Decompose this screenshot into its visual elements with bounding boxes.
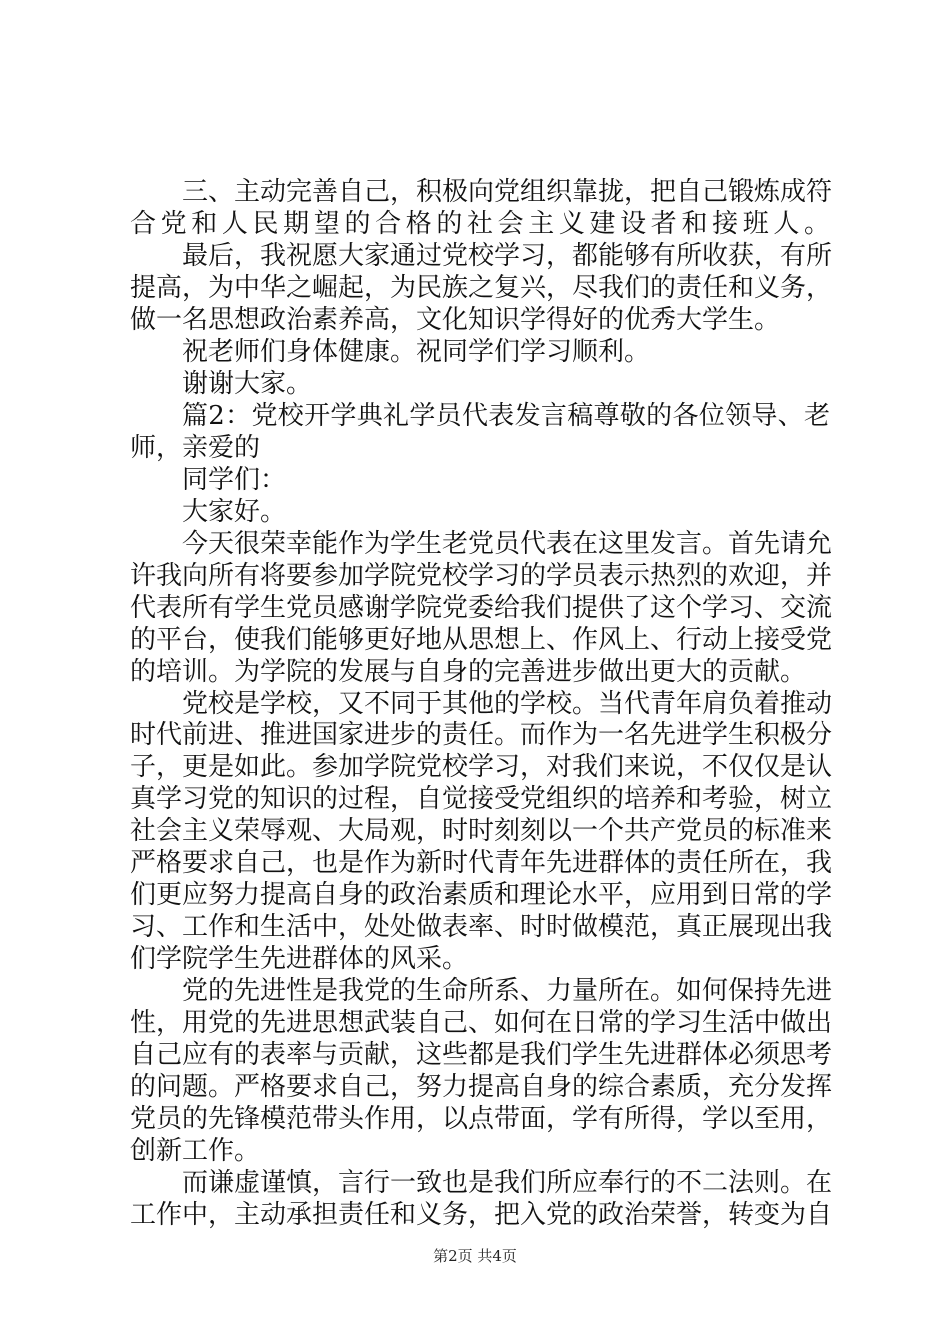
text-line: 严格要求自己，也是作为新时代青年先进群体的责任所在，我 <box>130 848 833 879</box>
text-line: 三、主动完善自己，积极向党组织靠拢，把自己锻炼成符 <box>182 177 833 207</box>
text-line: 今天很荣幸能作为学生老党员代表在这里发言。首先请允 <box>182 528 833 559</box>
text-line: 党校是学校，又不同于其他的学校。当代青年肩负着推动 <box>182 688 833 719</box>
text-line: 做一名思想政治素养高，文化知识学得好的优秀大学生。 <box>130 304 781 335</box>
text-line: 同学们： <box>182 464 287 495</box>
text-line: 性，用党的先进思想武装自己、如何在日常的学习生活中做出 <box>130 1008 833 1039</box>
text-line: 们学院学生先进群体的风采。 <box>130 944 469 975</box>
text-line: 师，亲爱的 <box>130 432 261 463</box>
text-line: 党的先进性是我党的生命所系、力量所在。如何保持先进 <box>182 976 833 1007</box>
text-line: 的培训。为学院的发展与自身的完善进步做出更大的贡献。 <box>130 656 807 687</box>
text-line: 大家好。 <box>182 496 287 527</box>
text-line: 社会主义荣辱观、大局观，时时刻刻以一个共产党员的标准来 <box>130 816 833 847</box>
text-line: 合党和人民期望的合格的社会主义建设者和接班人。 <box>130 208 830 239</box>
text-line: 提高，为中华之崛起，为民族之复兴，尽我们的责任和义务， <box>130 272 833 303</box>
text-line: 而谦虚谨慎，言行一致也是我们所应奉行的不二法则。在 <box>182 1168 833 1199</box>
text-line: 党员的先锋模范带头作用，以点带面，学有所得，学以至用， <box>130 1104 833 1135</box>
text-line: 创新工作。 <box>130 1136 261 1167</box>
text-line: 的问题。严格要求自己，努力提高自身的综合素质，充分发挥 <box>130 1072 833 1103</box>
page-number: 第2页 共4页 <box>433 1247 517 1265</box>
text-line: 时代前进、推进国家进步的责任。而作为一名先进学生积极分 <box>130 720 833 751</box>
text-line: 祝老师们身体健康。祝同学们学习顺利。 <box>182 336 651 367</box>
text-line: 的平台，使我们能够更好地从思想上、作风上、行动上接受党 <box>130 624 833 655</box>
text-line: 自己应有的表率与贡献，这些都是我们学生先进群体必须思考 <box>130 1040 833 1071</box>
text-line: 谢谢大家。 <box>182 368 313 399</box>
text-line: 子，更是如此。参加学院党校学习，对我们来说，不仅仅是认 <box>130 752 833 783</box>
text-line: 们更应努力提高自身的政治素质和理论水平，应用到日常的学 <box>130 880 833 911</box>
text-line: 代表所有学生党员感谢学院党委给我们提供了这个学习、交流 <box>130 592 833 623</box>
text-line: 许我向所有将要参加学院党校学习的学员表示热烈的欢迎，并 <box>130 560 833 591</box>
text-line: 最后，我祝愿大家通过党校学习，都能够有所收获，有所 <box>182 240 833 271</box>
text-line: 习、工作和生活中，处处做表率、时时做模范，真正展现出我 <box>130 912 833 943</box>
text-line: 篇2：党校开学典礼学员代表发言稿尊敬的各位领导、老 <box>182 400 830 431</box>
text-line: 真学习党的知识的过程，自觉接受党组织的培养和考验，树立 <box>130 784 833 815</box>
text-line: 工作中，主动承担责任和义务，把入党的政治荣誉，转变为自 <box>130 1200 833 1231</box>
